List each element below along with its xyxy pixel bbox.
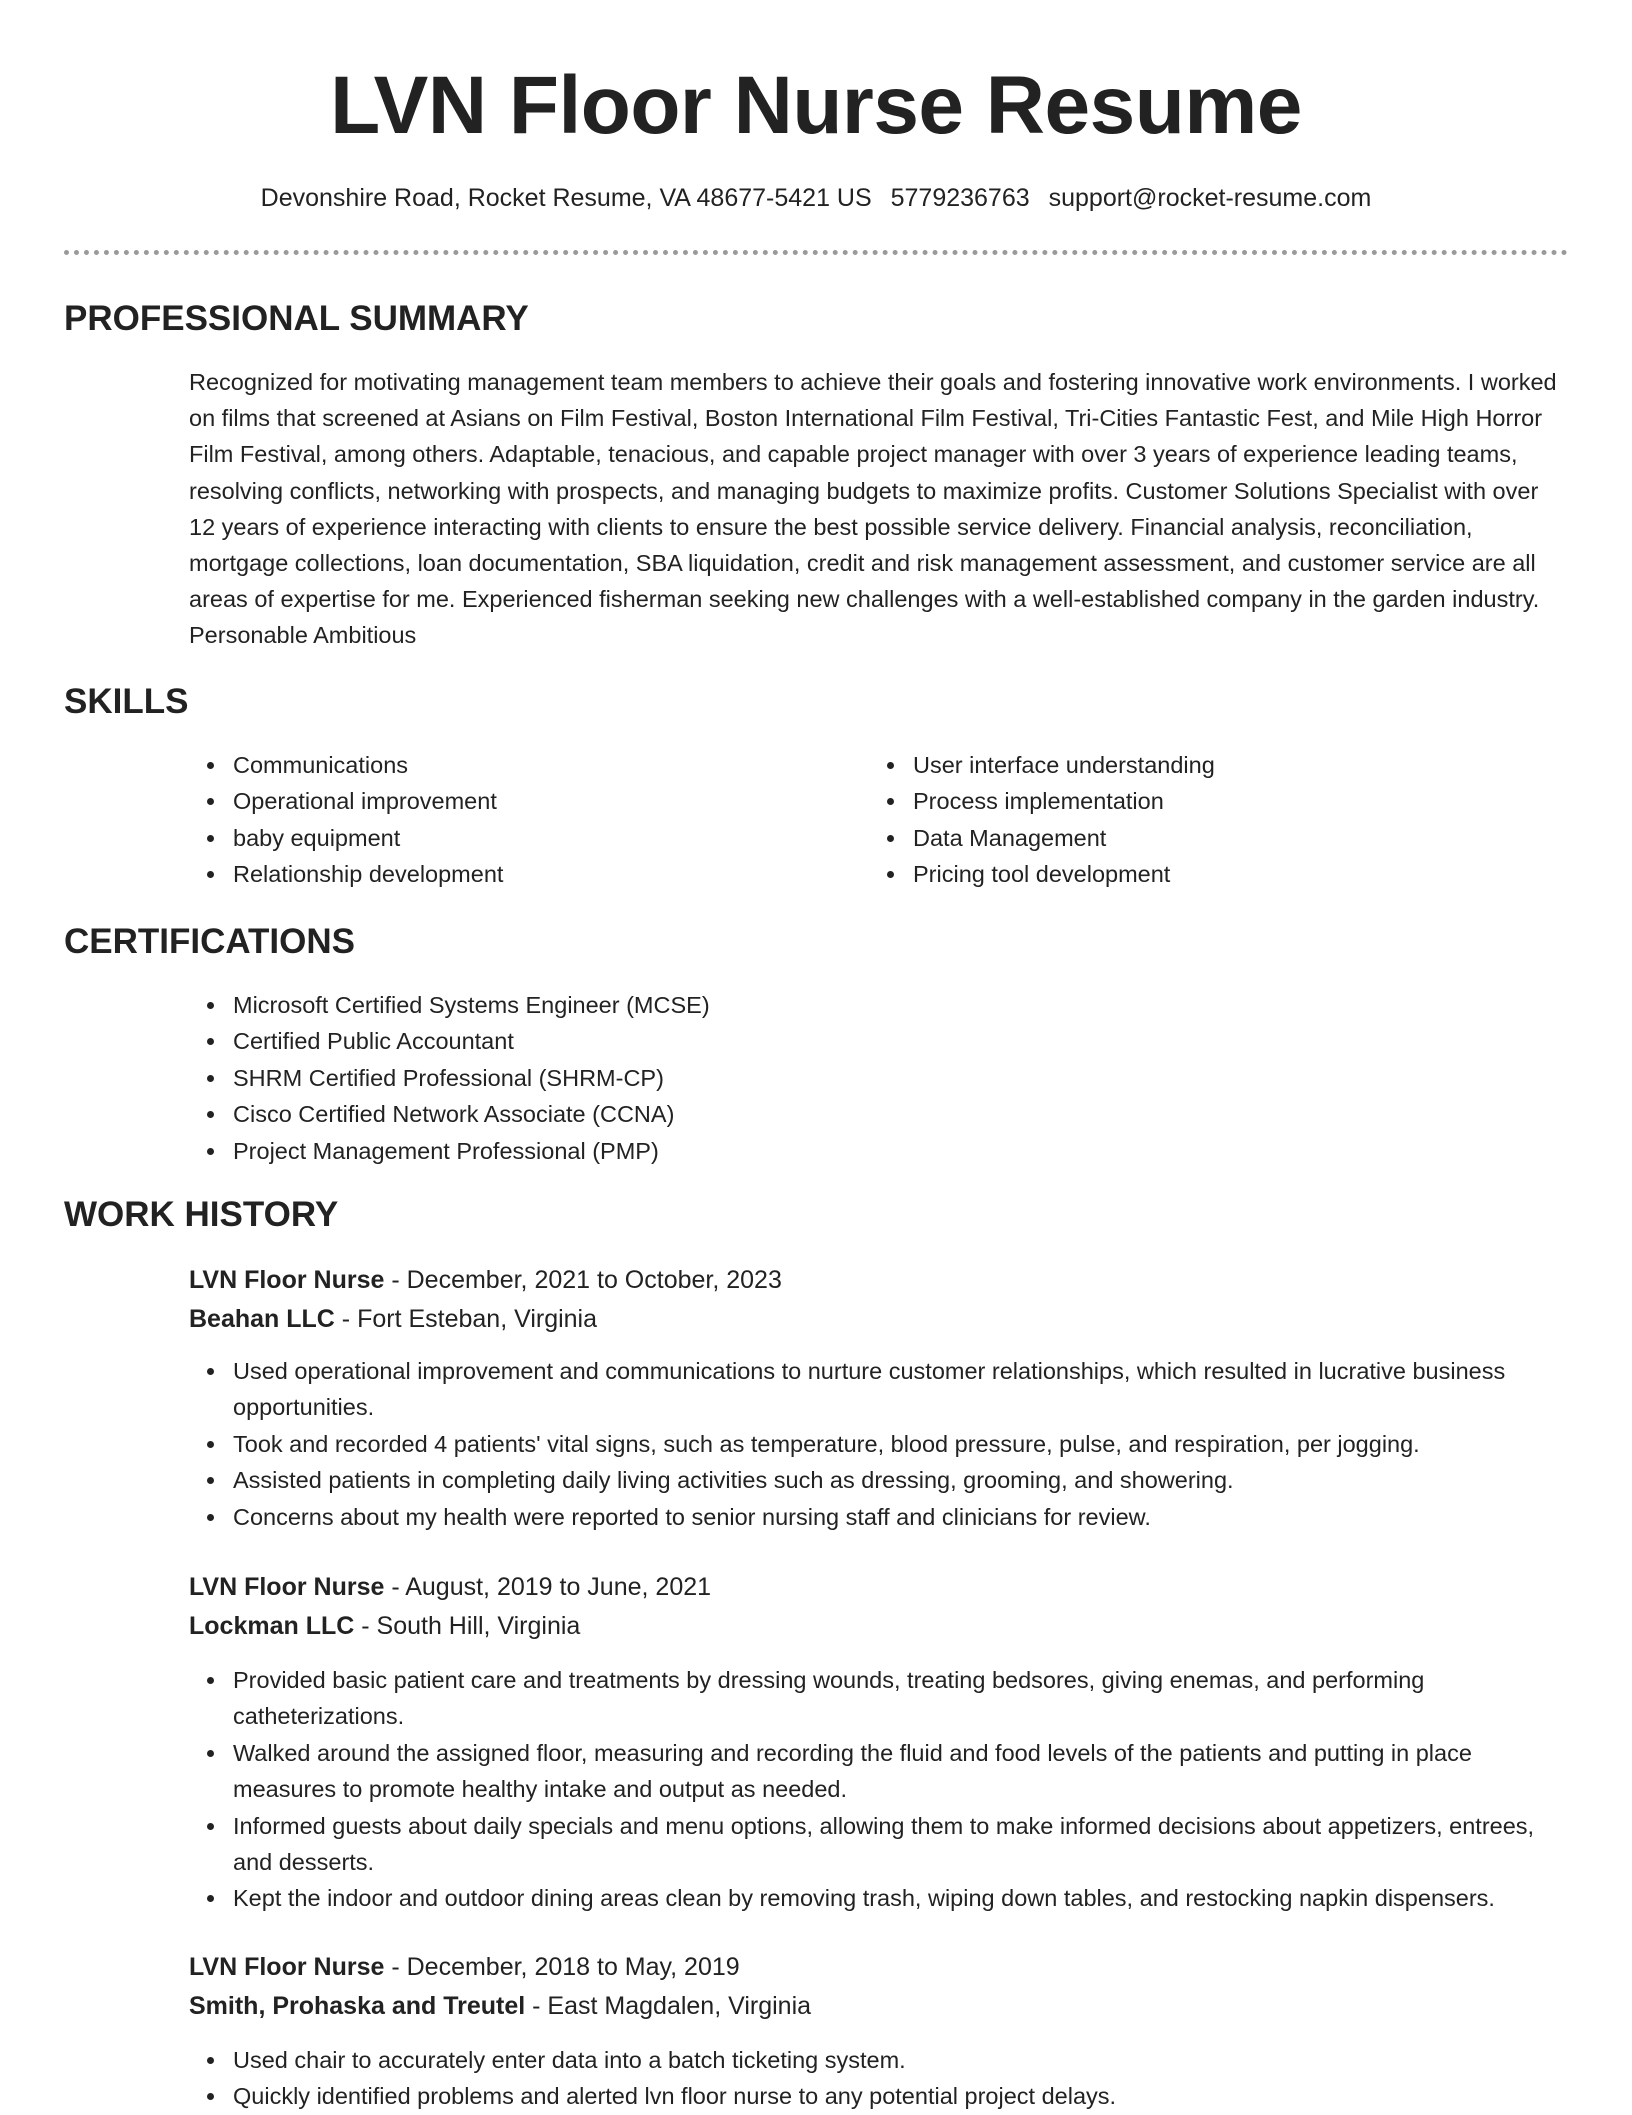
work-history-heading: WORK HISTORY — [64, 1195, 339, 1234]
job-entry — [189, 1568, 1569, 1917]
contact-phone: 5779236763 — [890, 184, 1030, 212]
skill-item: Pricing tool development — [913, 856, 1509, 892]
job-title-line — [189, 1948, 1569, 1987]
certification-item: Microsoft Certified Systems Engineer (MCSE) — [233, 987, 1569, 1023]
job-bullet: Informed guests about daily specials and menu options, allowing them to make informed decisions about appetizers, entrees, and desserts. — [233, 1808, 1569, 1881]
job-bullet: Assisted patients in completing daily living activities such as dressing, grooming, and showering. — [233, 1462, 1569, 1498]
certifications-section — [189, 987, 1569, 1169]
skill-item: Process implementation — [913, 783, 1509, 819]
job-company-line — [189, 1607, 1569, 1646]
skill-item: Communications — [233, 747, 829, 783]
job-company: Smith, Prohaska and Treutel — [189, 1992, 526, 2020]
skills-heading: SKILLS — [64, 682, 189, 721]
job-location: - Fort Esteban, Virginia — [334, 1305, 598, 1333]
job-bullet: Took and recorded 4 patients' vital signs, such as temperature, blood pressure, pulse, and respiration, per jogging. — [233, 1426, 1569, 1462]
job-company-line — [189, 1300, 1569, 1339]
job-bullets — [189, 1353, 1569, 1535]
job-location: - East Magdalen, Virginia — [525, 1992, 812, 2020]
job-company-line — [189, 1987, 1569, 2026]
job-bullets — [189, 1662, 1569, 1917]
skill-item: Relationship development — [233, 856, 829, 892]
certification-item: Certified Public Accountant — [233, 1023, 1569, 1059]
resume-title: LVN Floor Nurse Resume — [330, 60, 1302, 151]
skill-item: Data Management — [913, 820, 1509, 856]
skill-item: baby equipment — [233, 820, 829, 856]
job-bullet: Kept the indoor and outdoor dining areas clean by removing trash, wiping down tables, and restocking napkin dispensers. — [233, 1880, 1569, 1916]
summary-heading: PROFESSIONAL SUMMARY — [64, 299, 529, 338]
job-dates: - December, 2021 to October, 2023 — [384, 1266, 782, 1294]
job-bullet: Used chair to accurately enter data into a batch ticketing system. — [233, 2042, 1569, 2078]
job-title-line — [189, 1568, 1569, 1607]
skill-item: Operational improvement — [233, 783, 829, 819]
job-dates: - August, 2019 to June, 2021 — [384, 1573, 712, 1601]
certification-item: SHRM Certified Professional (SHRM-CP) — [233, 1060, 1569, 1096]
job-bullet: Walked around the assigned floor, measuring and recording the fluid and food levels of the patients and putting in place measures to promote healthy intake and output as needed. — [233, 1735, 1569, 1808]
certifications-heading: CERTIFICATIONS — [64, 922, 356, 961]
job-entry — [189, 1948, 1569, 2115]
job-entry — [189, 1261, 1569, 1535]
contact-address: Devonshire Road, Rocket Resume, VA 48677-5421 US — [260, 184, 872, 212]
summary-section — [189, 364, 1569, 654]
job-bullet: Quickly identified problems and alerted lvn floor nurse to any potential project delays. — [233, 2078, 1569, 2114]
job-title: LVN Floor Nurse — [189, 1573, 385, 1601]
certification-item: Cisco Certified Network Associate (CCNA) — [233, 1096, 1569, 1132]
job-bullet: Used operational improvement and communications to nurture customer relationships, which resulted in lucrative business opportunities. — [233, 1353, 1569, 1426]
header-divider — [64, 250, 1568, 255]
job-company: Beahan LLC — [189, 1305, 335, 1333]
contact-line — [64, 180, 1568, 216]
skills-right-column — [869, 747, 1509, 893]
job-title-line — [189, 1261, 1569, 1300]
job-title: LVN Floor Nurse — [189, 1953, 385, 1981]
summary-text: Recognized for motivating management team members to achieve their goals and fostering innovative work environments. I worked on films that screened at Asians on Film Festival, Boston International Film Festival, Tri-Cities Fantastic Fest, and Mile High Horror Film Festival, among others. Adaptable, tenacious, and capable project manager with over 3 years of experience leading teams, resolving conflicts, networking with prospects, and managing budgets to maximize profits. Customer Solutions Specialist with over 12 years of experience interacting with clients to ensure the best possible service delivery. Financial analysis, reconciliation, mortgage collections, loan documentation, SBA liquidation, credit and risk management assessment, and customer service are all areas of expertise for me. Experienced fisherman seeking new challenges with a well-established company in the garden industry. Personable Ambitious — [189, 369, 1557, 649]
job-bullets — [189, 2042, 1569, 2115]
skill-item: User interface understanding — [913, 747, 1509, 783]
job-title: LVN Floor Nurse — [189, 1266, 385, 1294]
job-bullet: Concerns about my health were reported to senior nursing staff and clinicians for review. — [233, 1499, 1569, 1535]
job-bullet: Provided basic patient care and treatments by dressing wounds, treating bedsores, giving enemas, and performing catheterizations. — [233, 1662, 1569, 1735]
certification-item: Project Management Professional (PMP) — [233, 1133, 1569, 1169]
job-location: - South Hill, Virginia — [354, 1612, 581, 1640]
job-dates: - December, 2018 to May, 2019 — [384, 1953, 740, 1981]
contact-email[interactable]: support@rocket-resume.com — [1048, 184, 1372, 212]
skills-left-column — [189, 747, 829, 893]
job-company: Lockman LLC — [189, 1612, 355, 1640]
